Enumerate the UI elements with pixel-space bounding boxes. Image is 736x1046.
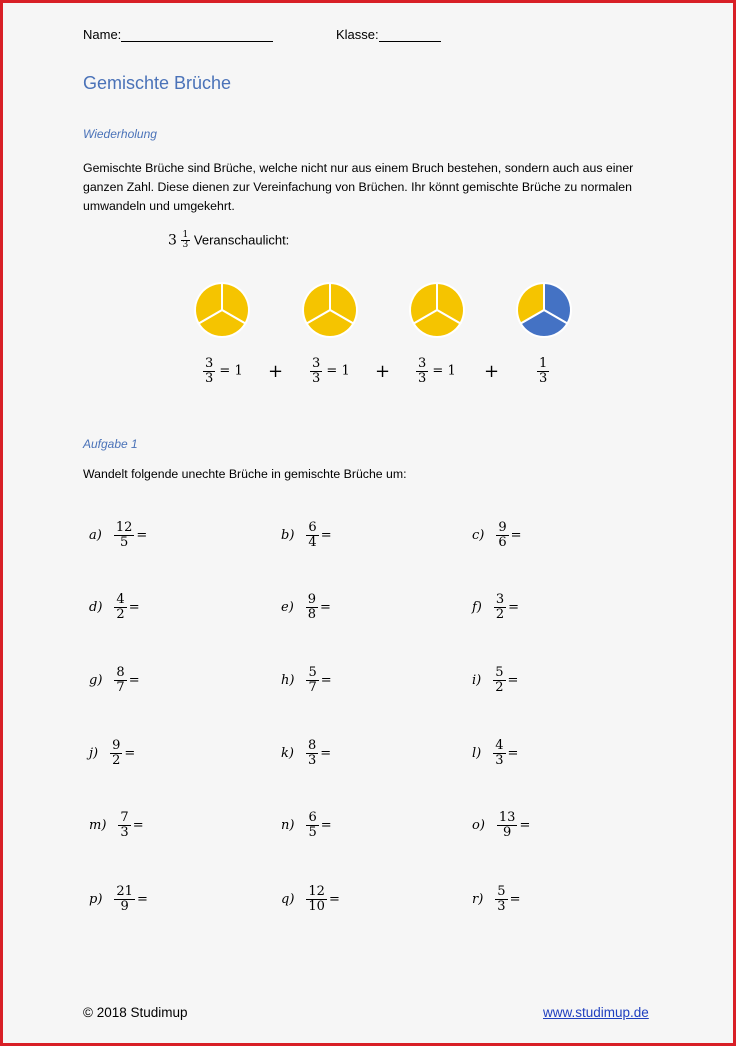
- exercise-item: [281, 593, 331, 621]
- footer-website-link[interactable]: www.studimup.de: [543, 1005, 649, 1020]
- class-blank-line[interactable]: [379, 28, 441, 42]
- pie-chart-3: [408, 281, 466, 339]
- mixed-number-example: [168, 231, 289, 251]
- exercise-denominator: 2: [495, 679, 504, 695]
- plus-sign-3: +: [484, 361, 500, 382]
- exercise-label: d): [89, 599, 103, 615]
- exercise-fraction: [114, 593, 126, 621]
- exercise-item: [89, 521, 147, 549]
- exercise-numerator: 7: [120, 810, 129, 825]
- exercise-item: [281, 666, 332, 694]
- exercise-numerator: 12: [115, 520, 133, 535]
- exercise-item: [472, 521, 522, 549]
- exercise-label: h): [281, 672, 295, 688]
- exercise-equals: =: [328, 891, 340, 907]
- pie-chart-1: [193, 281, 251, 339]
- exercise-item: [89, 666, 140, 694]
- exercise-item: [472, 885, 520, 913]
- mixed-whole: 3: [168, 232, 177, 249]
- exercise-label: g): [89, 672, 103, 688]
- term-numerator: 3: [205, 356, 214, 371]
- exercise-denominator: 9: [120, 898, 129, 914]
- exercise-item: [281, 521, 332, 549]
- exercise-numerator: 4: [116, 592, 125, 607]
- exercise-item: [472, 811, 530, 839]
- exercise-numerator: 3: [495, 592, 505, 607]
- exercise-numerator: 8: [116, 665, 125, 680]
- exercise-denominator: 2: [112, 752, 121, 768]
- exercise-fraction: [496, 521, 508, 549]
- exercise-numerator: 8: [307, 738, 317, 753]
- exercise-item: [89, 593, 140, 621]
- exercise-label: l): [472, 745, 482, 761]
- exercise-denominator: 2: [116, 606, 125, 622]
- term-numerator: 1: [539, 356, 548, 371]
- exercise-equals: =: [320, 672, 332, 688]
- visual-term-1: [203, 357, 243, 385]
- exercise-denominator: 3: [307, 752, 317, 768]
- exercise-numerator: 13: [498, 810, 516, 825]
- mixed-fraction: [181, 231, 191, 251]
- exercise-equals: =: [320, 745, 332, 761]
- exercise-fraction: [493, 739, 505, 767]
- pie-chart-4: [515, 281, 573, 339]
- exercise-item: [89, 811, 144, 839]
- exercise-denominator: 7: [116, 679, 125, 695]
- exercise-fraction: [306, 666, 318, 694]
- mixed-numerator: 1: [182, 230, 189, 240]
- exercise-equals: =: [136, 891, 148, 907]
- term-equals: = 1: [326, 363, 350, 379]
- exercise-label: r): [472, 891, 484, 907]
- term-equals: = 1: [219, 363, 243, 379]
- exercise-label: p): [89, 891, 103, 907]
- class-label: Klasse:: [336, 27, 379, 42]
- exercise-label: i): [472, 672, 482, 688]
- task1-instruction: Wandelt folgende unechte Brüche in gemischte Brüche um:: [83, 467, 407, 481]
- exercise-numerator: 9: [112, 738, 121, 753]
- mixed-denominator: 3: [182, 240, 189, 251]
- exercise-fraction: [110, 739, 122, 767]
- exercise-fraction: [493, 666, 505, 694]
- exercise-label: a): [89, 527, 102, 543]
- exercise-equals: =: [320, 817, 332, 833]
- name-label: Name:: [83, 27, 122, 42]
- exercise-denominator: 7: [308, 679, 317, 695]
- exercise-equals: =: [519, 817, 531, 833]
- exercise-item: [472, 593, 519, 621]
- exercise-label: b): [281, 527, 295, 543]
- exercise-equals: =: [128, 672, 140, 688]
- term-denominator: 3: [205, 370, 214, 386]
- exercise-equals: =: [320, 527, 332, 543]
- exercise-numerator: 21: [116, 884, 133, 899]
- plus-sign-1: +: [268, 361, 284, 382]
- exercise-denominator: 9: [503, 824, 512, 840]
- task1-heading: Aufgabe 1: [83, 437, 138, 451]
- exercise-denominator: 3: [495, 752, 504, 768]
- exercise-equals: =: [136, 527, 148, 543]
- review-text: Gemischte Brüche sind Brüche, welche nicht nur aus einem Bruch bestehen, sondern auch aus einer ganzen Zahl. Diese dienen zur Vereinfachung von Brüchen. Ihr könnt gemischte Brüche zu normalen umwandeln und umgekehrt.: [83, 161, 634, 213]
- exercise-equals: =: [508, 599, 520, 615]
- term-denominator: 3: [539, 370, 548, 386]
- name-blank-line[interactable]: [121, 28, 273, 42]
- exercise-numerator: 5: [497, 884, 506, 899]
- exercise-fraction: [114, 885, 135, 913]
- exercise-numerator: 9: [307, 592, 317, 607]
- exercise-numerator: 12: [308, 884, 325, 899]
- exercise-item: [281, 885, 340, 913]
- exercise-label: n): [281, 817, 295, 833]
- page-title: Gemischte Brüche: [83, 73, 232, 93]
- exercise-label: m): [89, 817, 107, 833]
- exercise-item: [472, 739, 518, 767]
- exercise-denominator: 3: [120, 824, 129, 840]
- exercise-equals: =: [320, 599, 331, 615]
- exercise-item: [89, 885, 148, 913]
- exercise-label: f): [472, 599, 482, 615]
- footer-copyright: © 2018 Studimup: [83, 1005, 188, 1020]
- exercise-item: [472, 666, 518, 694]
- exercise-denominator: 2: [495, 606, 505, 622]
- plus-sign-2: +: [375, 361, 391, 382]
- exercise-numerator: 5: [308, 665, 317, 680]
- exercise-numerator: 5: [495, 665, 504, 680]
- exercise-label: j): [89, 745, 99, 761]
- pie-chart-2: [301, 281, 359, 339]
- exercise-fraction: [306, 593, 318, 621]
- exercise-numerator: 4: [495, 738, 504, 753]
- exercise-item: [89, 739, 135, 767]
- exercise-fraction: [114, 666, 126, 694]
- exercise-fraction: [497, 811, 518, 839]
- name-field[interactable]: [83, 27, 273, 42]
- exercise-denominator: 6: [498, 534, 507, 550]
- exercise-numerator: 9: [498, 520, 507, 535]
- visual-term-4: [537, 357, 549, 385]
- exercise-numerator: 6: [308, 810, 317, 825]
- exercise-equals: =: [507, 745, 519, 761]
- exercise-fraction: [306, 811, 318, 839]
- exercise-item: [281, 739, 331, 767]
- exercise-fraction: [494, 593, 506, 621]
- term-equals: = 1: [432, 363, 456, 379]
- term-numerator: 3: [312, 356, 321, 371]
- exercise-label: k): [281, 745, 294, 761]
- exercise-fraction: [495, 885, 507, 913]
- example-label: Veranschaulicht:: [193, 232, 290, 248]
- exercise-denominator: 5: [308, 824, 317, 840]
- term-denominator: 3: [418, 370, 427, 386]
- exercise-fraction: [306, 739, 318, 767]
- exercise-numerator: 6: [308, 520, 317, 535]
- exercise-equals: =: [124, 745, 136, 761]
- visual-term-2: [310, 357, 350, 385]
- exercise-equals: =: [128, 599, 140, 615]
- visual-term-3: [416, 357, 456, 385]
- exercise-denominator: 8: [307, 606, 317, 622]
- exercise-equals: =: [507, 672, 519, 688]
- exercise-fraction: [306, 521, 318, 549]
- exercise-denominator: 5: [119, 534, 129, 550]
- review-heading: Wiederholung: [83, 127, 157, 141]
- exercise-equals: =: [509, 891, 521, 907]
- exercise-label: e): [281, 599, 294, 615]
- exercise-label: c): [472, 527, 485, 543]
- exercise-denominator: 4: [308, 534, 317, 550]
- exercise-fraction: [118, 811, 130, 839]
- exercise-fraction: [114, 521, 135, 549]
- exercise-denominator: 3: [497, 898, 506, 914]
- exercise-label: o): [472, 817, 485, 833]
- term-denominator: 3: [312, 370, 321, 386]
- exercise-item: [281, 811, 332, 839]
- exercise-equals: =: [132, 817, 144, 833]
- exercise-equals: =: [510, 527, 522, 543]
- exercise-denominator: 10: [308, 898, 325, 914]
- class-field[interactable]: [336, 27, 441, 42]
- exercise-label: q): [281, 891, 295, 907]
- exercise-fraction: [306, 885, 327, 913]
- term-numerator: 3: [418, 356, 427, 371]
